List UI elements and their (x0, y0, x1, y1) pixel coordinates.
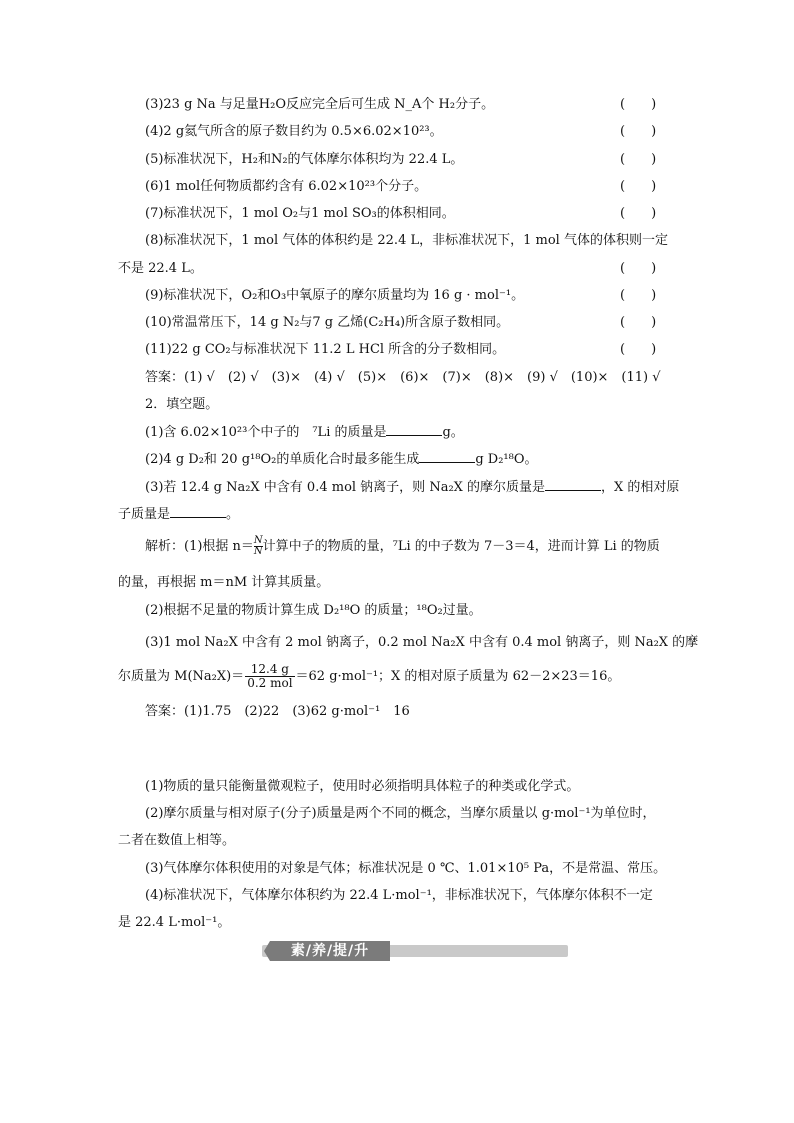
analysis-line-1 (145, 536, 660, 557)
question-3: (3)23 g Na 与足量H₂O反应完全后可生成 N_A个 H₂分子。 (145, 97, 495, 112)
fill-question-3-end: 。 (226, 507, 240, 522)
question-11: (11)22 g CO₂与标准状况下 11.2 L HCl 所含的分子数相同。 (145, 342, 506, 357)
answer-paren: ( ) (620, 152, 657, 167)
answer-paren: ( ) (620, 342, 657, 357)
answer-blank[interactable] (386, 423, 442, 436)
fill-question-1-text: (1)含 6.02×10²³个中子的 ⁷Li 的质量是 (145, 425, 387, 440)
question-7: (7)标准状况下，1 mol O₂与1 mol SO₃的体积相同。 (145, 206, 455, 221)
fraction-numerator: N (253, 535, 263, 546)
summary-point-2: (2)摩尔质量与相对原子(分子)质量是两个不同的概念，当摩尔质量以 g·mol⁻¹为单位时， (145, 806, 656, 821)
analysis-text: 尔质量为 M(Na₂X)＝ (118, 669, 245, 684)
fill-question-1 (145, 423, 464, 442)
fill-question-2-unit: g D₂¹⁸O。 (475, 452, 538, 467)
answer-paren: ( ) (620, 97, 657, 112)
analysis-line-2: 的量，再根据 m＝nM 计算其质量。 (118, 575, 330, 590)
fill-question-2-text: (2)4 g D₂和 20 g¹⁸O₂的单质化合时最多能生成 (145, 452, 420, 467)
section-banner (262, 941, 568, 961)
question-4: (4)2 g氦气所含的原子数目约为 0.5×6.02×10²³。 (145, 124, 443, 139)
answer-paren: ( ) (620, 261, 657, 276)
question-10: (10)常温常压下，14 g N₂与7 g 乙烯(C₂H₄)所含原子数相同。 (145, 315, 510, 330)
answer-blank[interactable] (545, 478, 601, 491)
summary-point-4: (4)标准状况下，气体摩尔体积约为 22.4 L·mol⁻¹，非标准状况下，气体摩尔体积不一定 (145, 888, 653, 903)
summary-point-4-continued: 是 22.4 L·mol⁻¹。 (118, 915, 231, 930)
summary-point-1: (1)物质的量只能衡量微观粒子，使用时必须指明具体粒子的种类或化学式。 (145, 779, 580, 794)
question-8: (8)标准状况下，1 mol 气体的体积约是 22.4 L，非标准状况下，1 mol 气体的体积则一定 (145, 233, 668, 248)
analysis-line-4: (3)1 mol Na₂X 中含有 2 mol 钠离子，0.2 mol Na₂X 中含有 0.4 mol 钠离子，则 Na₂X 的摩 (145, 635, 699, 650)
fill-question-3-continued (118, 505, 239, 524)
summary-point-2-continued: 二者在数值上相等。 (118, 833, 236, 848)
fraction-denominator: N (253, 546, 263, 557)
fraction-numerator: 12.4 g (245, 663, 294, 677)
analysis-text: ＝62 g·mol⁻¹；X 的相对原子质量为 62－2×23＝16。 (295, 669, 621, 684)
analysis-text: 解析：(1)根据 n＝ (145, 539, 254, 554)
fill-question-3-mid: ，X 的相对原 (601, 480, 680, 495)
answer-blank[interactable] (419, 450, 475, 463)
answer-paren: ( ) (620, 179, 657, 194)
answer-blank[interactable] (170, 505, 226, 518)
answer-paren: ( ) (620, 315, 657, 330)
question-6: (6)1 mol任何物质都约含有 6.02×10²³个分子。 (145, 179, 428, 194)
analysis-text: 计算中子的物质的量，⁷Li 的中子数为 7－3＝4，进而计算 Li 的物质 (262, 539, 660, 554)
question-8-continued: 不是 22.4 L。 (118, 261, 203, 276)
fill-question-3-text2: 子质量是 (118, 507, 171, 522)
fraction-denominator: 0.2 mol (247, 676, 293, 690)
analysis-line-5 (118, 663, 620, 690)
section-heading: 2．填空题。 (145, 397, 219, 412)
fraction (254, 536, 263, 557)
summary-point-3: (3)气体摩尔体积使用的对象是气体；标准状况是 0 ℃、1.01×10⁵ Pa，不是常温、常压。 (145, 861, 667, 876)
analysis-answer: 答案：(1)1.75 (2)22 (3)62 g·mol⁻¹ 16 (145, 704, 410, 719)
banner-label: 素/养/提/升 (270, 941, 390, 961)
answer-line: 答案：(1) √ (2) √ (3)× (4) √ (5)× (6)× (7)× (8)× (9) √ (10)× (11) √ (145, 370, 661, 385)
fill-question-3-text: (3)若 12.4 g Na₂X 中含有 0.4 mol 钠离子，则 Na₂X 的摩尔质量是 (145, 480, 546, 495)
answer-paren: ( ) (620, 124, 657, 139)
answer-paren: ( ) (620, 206, 657, 221)
molar-mass-fraction (245, 663, 294, 690)
question-9: (9)标准状况下，O₂和O₃中氧原子的摩尔质量均为 16 g · mol⁻¹。 (145, 288, 525, 303)
fill-question-1-unit: g。 (442, 425, 464, 440)
question-5: (5)标准状况下，H₂和N₂的气体摩尔体积均为 22.4 L。 (145, 152, 464, 167)
answer-paren: ( ) (620, 288, 657, 303)
analysis-line-3: (2)根据不足量的物质计算生成 D₂¹⁸O 的质量；¹⁸O₂过量。 (145, 603, 482, 618)
fill-question-2 (145, 450, 538, 469)
fill-question-3 (145, 478, 679, 497)
